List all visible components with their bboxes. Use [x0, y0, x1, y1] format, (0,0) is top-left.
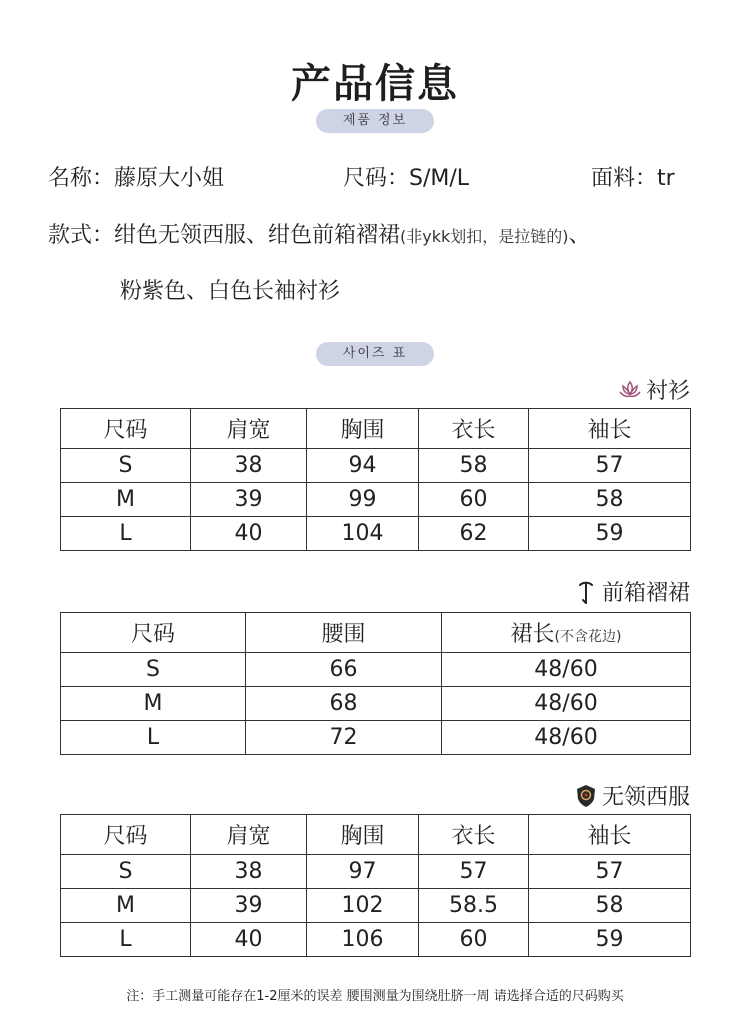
style-line2: 粉紫色、白色长袖衬衫 — [120, 279, 341, 304]
column-header: 尺码 — [61, 613, 246, 653]
lotus-icon — [618, 378, 642, 402]
table-cell: M — [61, 687, 246, 721]
table-cell: 57 — [529, 449, 691, 483]
table-row — [61, 923, 691, 957]
table-cell: 48/60 — [442, 687, 691, 721]
skirt-pin-icon — [574, 580, 598, 604]
table-cell: 59 — [529, 517, 691, 551]
style-field — [48, 218, 591, 249]
table-cell: 59 — [529, 923, 691, 957]
table-row — [61, 721, 691, 755]
table-cell: M — [61, 889, 191, 923]
table-cell: L — [61, 923, 191, 957]
column-header: 胸围 — [307, 409, 419, 449]
table-cell: 66 — [246, 653, 442, 687]
table-cell: 38 — [191, 449, 307, 483]
table-cell: 48/60 — [442, 653, 691, 687]
table-cell: 38 — [191, 855, 307, 889]
table-row — [61, 449, 691, 483]
table-cell: 48/60 — [442, 721, 691, 755]
column-header: 肩宽 — [191, 815, 307, 855]
skirt-section-heading — [574, 576, 690, 607]
column-header: 腰围 — [246, 613, 442, 653]
style-note: (非ykk划扣，是拉链的) — [400, 227, 569, 246]
table-cell: 58 — [529, 889, 691, 923]
table-cell: L — [61, 517, 191, 551]
name-label: 名称： — [48, 166, 115, 191]
table-cell: 40 — [191, 517, 307, 551]
name-value: 藤原大小姐 — [114, 166, 225, 191]
column-header: 尺码 — [61, 409, 191, 449]
table-row — [61, 517, 691, 551]
fabric-field — [591, 161, 675, 192]
table-cell: 60 — [419, 483, 529, 517]
table-cell: S — [61, 449, 191, 483]
size-label: 尺码： — [343, 166, 410, 191]
column-header: 尺码 — [61, 815, 191, 855]
table-cell: 68 — [246, 687, 442, 721]
shirt-size-table — [60, 408, 691, 551]
table-cell: 58.5 — [419, 889, 529, 923]
table-header-row — [61, 409, 691, 449]
table-cell: 40 — [191, 923, 307, 957]
table-cell: 57 — [529, 855, 691, 889]
column-header: 袖长 — [529, 815, 691, 855]
crest-icon — [574, 784, 598, 808]
column-header: 肩宽 — [191, 409, 307, 449]
style-comma: 、 — [568, 223, 591, 248]
table-cell: 39 — [191, 483, 307, 517]
size-chart-pill: 사이즈 표 — [316, 342, 434, 366]
table-cell: 58 — [419, 449, 529, 483]
table-cell: 57 — [419, 855, 529, 889]
table-header-row — [61, 613, 691, 653]
skirt-size-table — [60, 612, 691, 755]
column-header: 衣长 — [419, 409, 529, 449]
table-row — [61, 483, 691, 517]
column-header-label: 裙长 — [510, 622, 555, 647]
table-cell: 39 — [191, 889, 307, 923]
shirt-section-heading — [618, 374, 690, 405]
size-value: S/M/L — [409, 166, 470, 191]
column-header — [442, 613, 691, 653]
table-cell: L — [61, 721, 246, 755]
column-header: 衣长 — [419, 815, 529, 855]
fabric-label: 面料： — [591, 166, 658, 191]
table-cell: 99 — [307, 483, 419, 517]
info-subtitle-pill: 제품 정보 — [316, 109, 434, 133]
column-header: 胸围 — [307, 815, 419, 855]
size-field — [343, 161, 469, 192]
table-cell: M — [61, 483, 191, 517]
table-row — [61, 653, 691, 687]
style-label: 款式： — [48, 223, 115, 248]
shirt-section-label: 衬衫 — [645, 379, 690, 404]
column-header: 袖长 — [529, 409, 691, 449]
table-cell: 62 — [419, 517, 529, 551]
table-row — [61, 687, 691, 721]
footer-note: 注：手工测量可能存在1-2厘米的误差 腰围测量为围绕肚脐一周 请选择合适的尺码购买 — [126, 989, 624, 1004]
table-cell: 94 — [307, 449, 419, 483]
table-cell: S — [61, 653, 246, 687]
table-row — [61, 855, 691, 889]
blazer-section-heading — [574, 780, 690, 811]
table-cell: 97 — [307, 855, 419, 889]
table-header-row — [61, 815, 691, 855]
table-cell: 60 — [419, 923, 529, 957]
table-cell: 72 — [246, 721, 442, 755]
fabric-value: tr — [657, 166, 675, 191]
style-line1: 绀色无领西服、绀色前箱褶裙 — [114, 223, 401, 248]
table-cell: 102 — [307, 889, 419, 923]
skirt-section-label: 前箱褶裙 — [601, 581, 690, 606]
table-row — [61, 889, 691, 923]
page-title: 产品信息 — [291, 61, 459, 107]
table-cell: 58 — [529, 483, 691, 517]
table-cell: S — [61, 855, 191, 889]
blazer-section-label: 无领西服 — [601, 785, 690, 810]
blazer-size-table — [60, 814, 691, 957]
column-header-note: (不含花边) — [554, 629, 622, 645]
table-cell: 106 — [307, 923, 419, 957]
table-cell: 104 — [307, 517, 419, 551]
name-field — [48, 161, 224, 192]
